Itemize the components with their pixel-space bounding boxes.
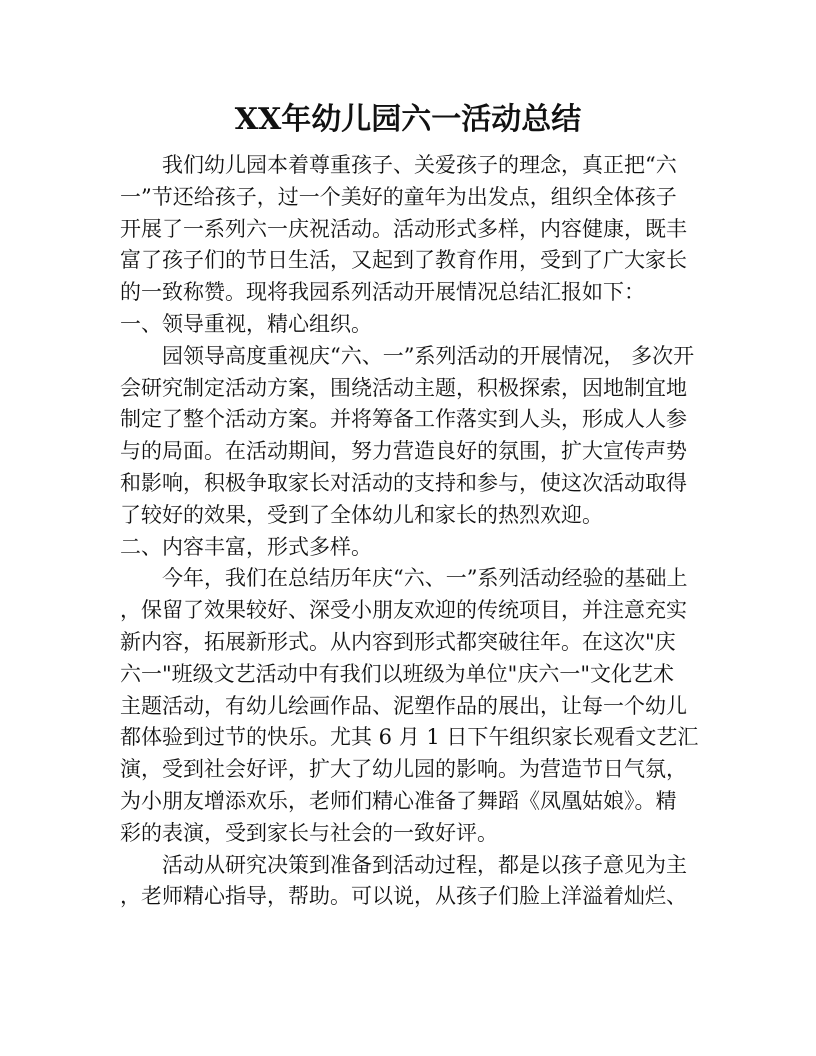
document-body bbox=[120, 150, 700, 913]
text-line: 的一致称赞。现将我园系列活动开展情况总结汇报如下： bbox=[120, 280, 645, 305]
document-title: XX年幼儿园六一活动总结 bbox=[234, 102, 582, 137]
text-line: 活动从研究决策到准备到活动过程，都是以孩子意见为主 bbox=[162, 852, 687, 877]
text-line: 我们幼儿园本着尊重孩子、关爱孩子的理念，真正把“六 bbox=[162, 153, 677, 177]
text-line: ，保留了效果较好、深受小朋友欢迎的传统项目，并注意充实 bbox=[120, 598, 687, 623]
text-line: 新内容，拓展新形式。从内容到形式都突破往年。在这次"庆 bbox=[120, 629, 676, 654]
text-line: 六一"班级文艺活动中有我们以班级为单位"庆六一"文化艺术 bbox=[120, 661, 674, 686]
text-line: 今年，我们在总结历年庆“六、一”系列活动经验的基础上 bbox=[162, 566, 688, 591]
text-line: 一”节还给孩子，过一个美好的童年为出发点，组织全体孩子 bbox=[120, 184, 677, 209]
text-line: 一、领导重视，精心组织。 bbox=[120, 311, 372, 336]
text-line: 都体验到过节的快乐。尤其 6 月 1 日下午组织家长观看文艺汇 bbox=[120, 725, 699, 750]
text-line: 园领导高度重视庆“六、一”系列活动的开展情况， 多次开 bbox=[162, 343, 695, 368]
text-line: 彩的表演，受到家长与社会的一致好评。 bbox=[120, 820, 498, 845]
text-line: 为小朋友增添欢乐，老师们精心准备了舞蹈《凤凰姑娘》。精 bbox=[120, 788, 677, 813]
text-line: 和影响，积极争取家长对活动的支持和参与，使这次活动取得 bbox=[120, 470, 687, 495]
text-line: 与的局面。在活动期间，努力营造良好的氛围，扩大宣传声势 bbox=[120, 439, 687, 464]
text-line: 主题活动，有幼儿绘画作品、泥塑作品的展出，让每一个幼儿 bbox=[120, 693, 687, 718]
text-line: 会研究制定活动方案，围绕活动主题，积极探索，因地制宜地 bbox=[120, 375, 687, 400]
text-line: ，老师精心指导，帮助。可以说，从孩子们脸上洋溢着灿烂、 bbox=[120, 884, 687, 909]
text-line: 开展了一系列六一庆祝活动。活动形式多样，内容健康，既丰 bbox=[120, 216, 687, 241]
text-line: 制定了整个活动方案。并将筹备工作落实到人头，形成人人参 bbox=[120, 407, 687, 432]
text-line: 了较好的效果，受到了全体幼儿和家长的热烈欢迎。 bbox=[120, 502, 603, 527]
text-line: 二、内容丰富，形式多样。 bbox=[120, 534, 372, 559]
text-line: 富了孩子们的节日生活，又起到了教育作用，受到了广大家长 bbox=[120, 248, 687, 273]
text-line: 演，受到社会好评，扩大了幼儿园的影响。为营造节日气氛， bbox=[120, 757, 687, 782]
